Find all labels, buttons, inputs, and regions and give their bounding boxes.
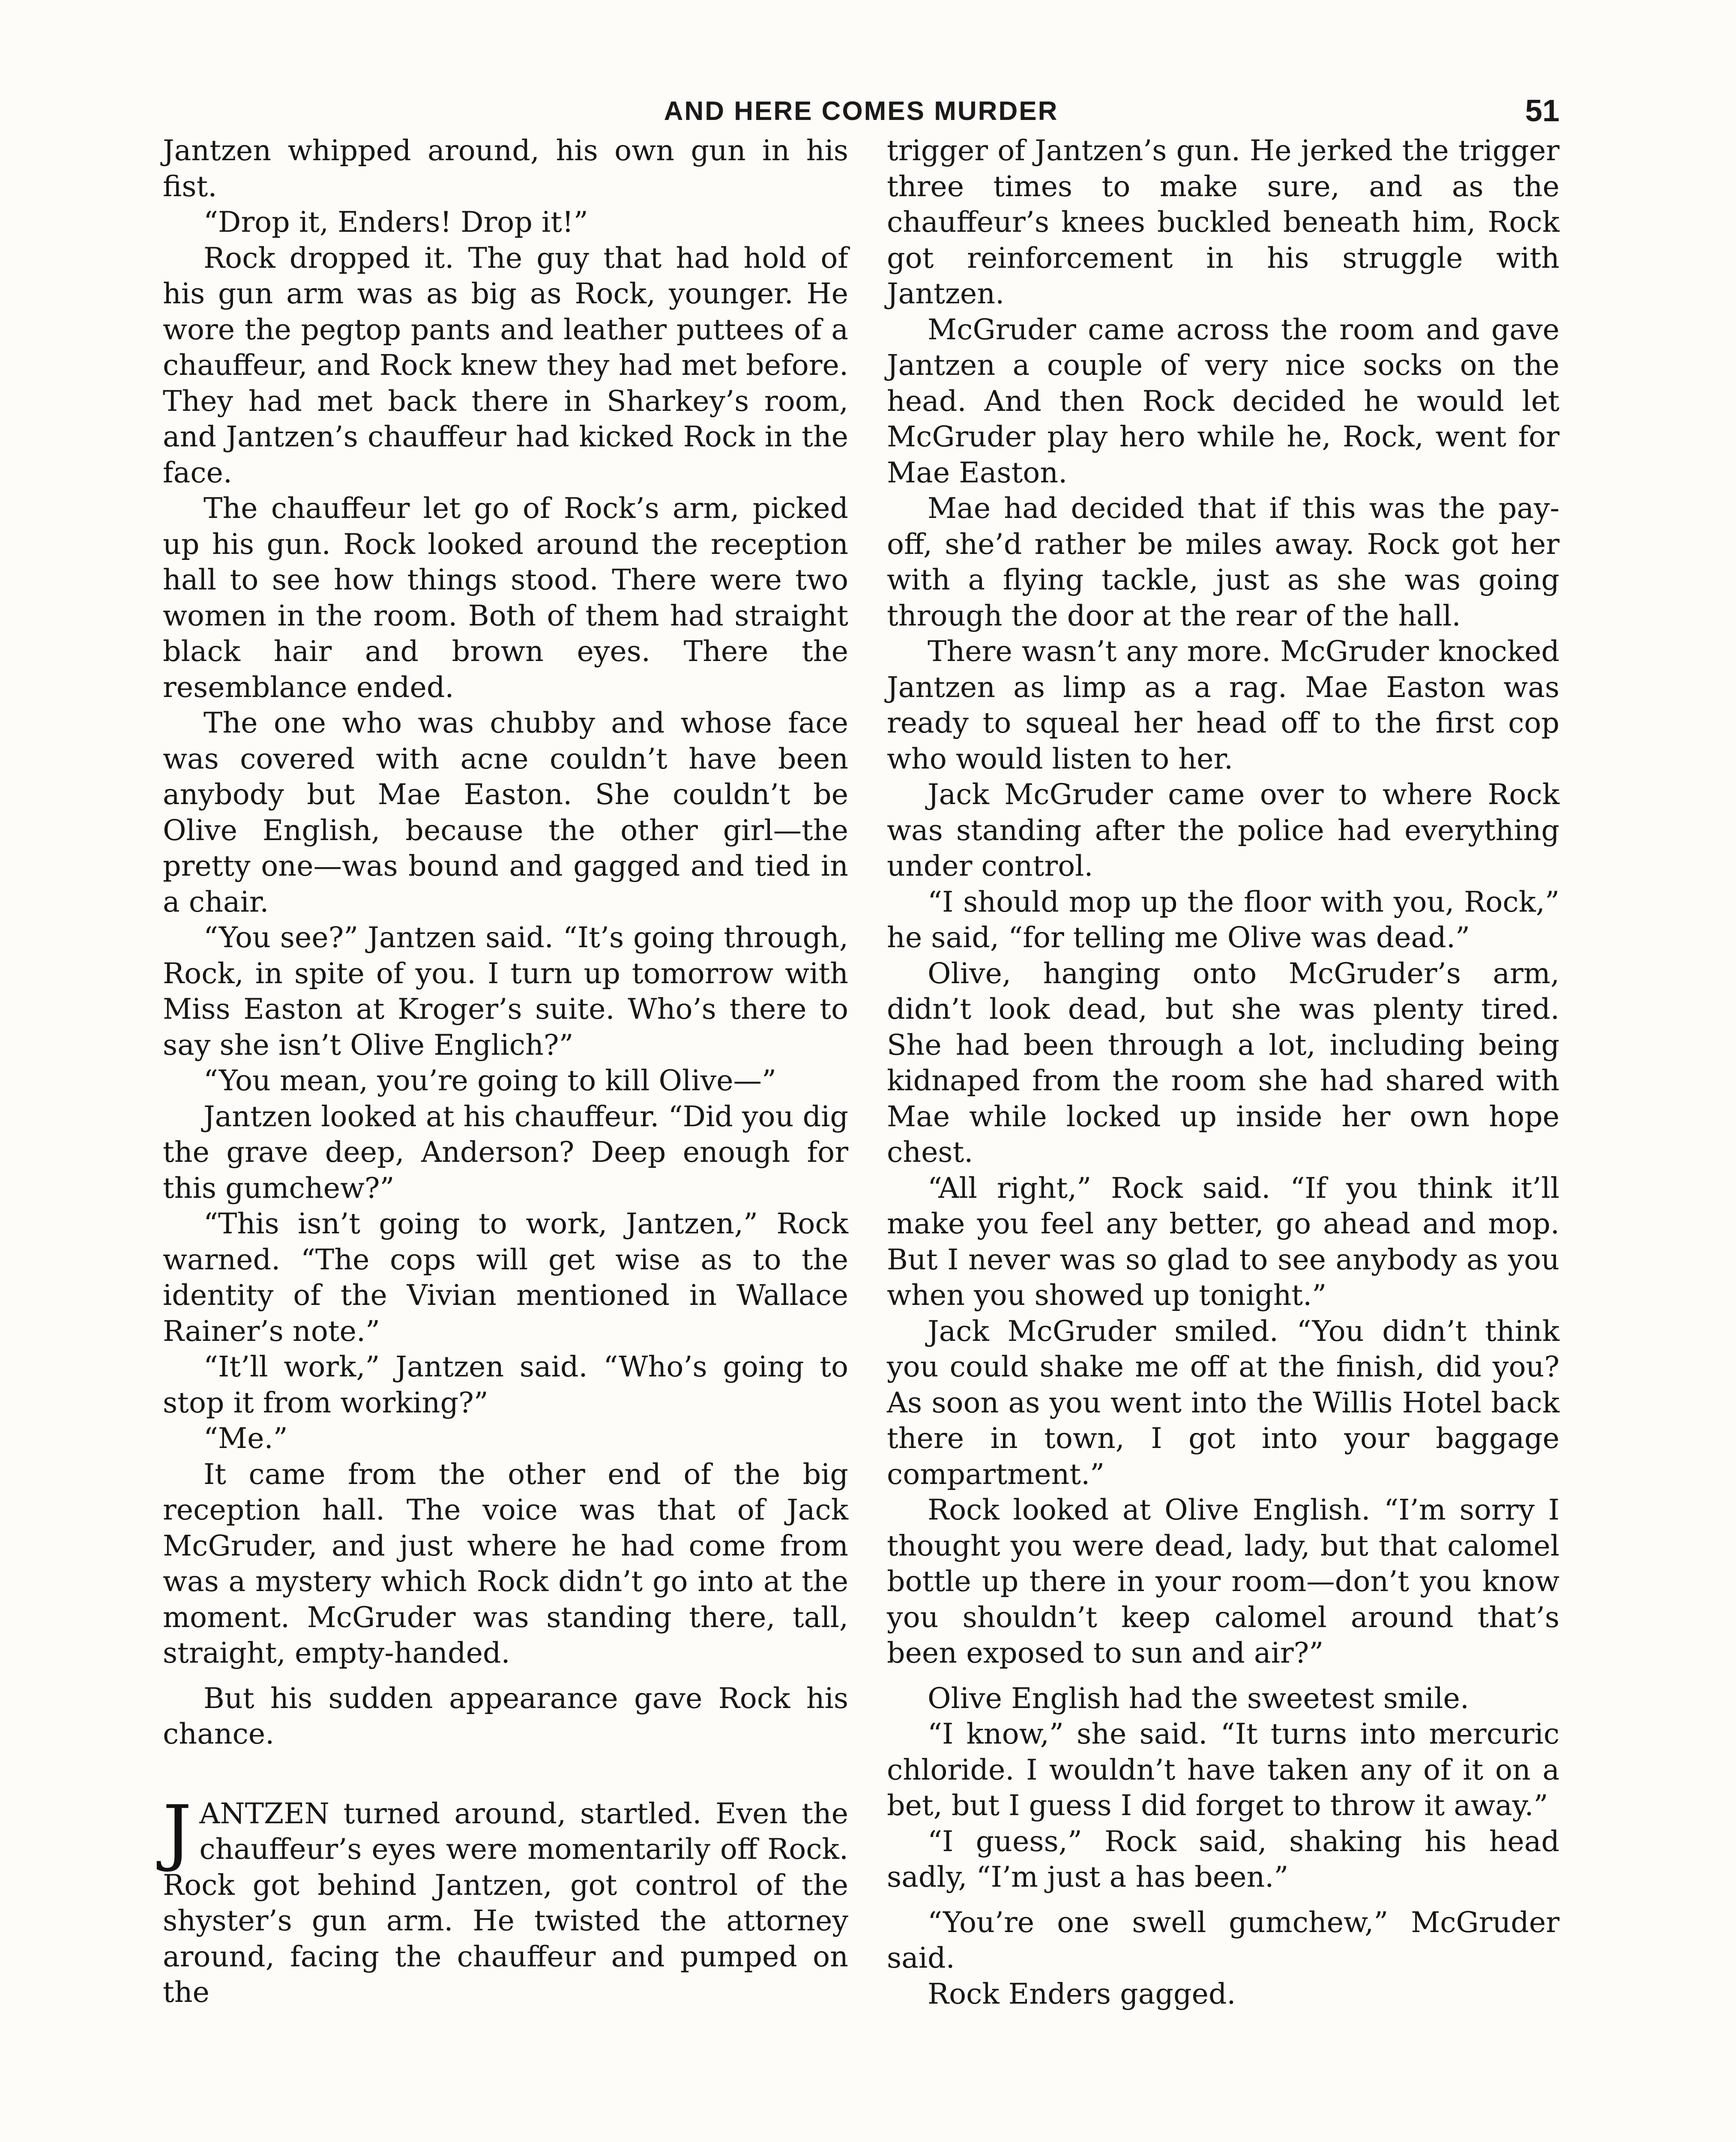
drop-cap: J (163, 1789, 192, 1874)
running-header (163, 90, 1559, 133)
paragraph: There wasn’t any more. McGruder knocked Jantzen as limp as a rag. Mae Easton was ready to squeal her head off to the first cop who would listen to her. (887, 634, 1559, 775)
paragraph: “It’ll work,” Jantzen said. “Who’s going to stop it from working?” (163, 1350, 848, 1419)
paragraph: It came from the other end of the big reception hall. The voice was that of Jack McGruder, and just where he had come from was a mystery which Rock didn’t go into at the moment. McGruder was standing there, tall, straight, empty-handed. (163, 1457, 848, 1669)
paragraph: Olive, hanging onto McGruder’s arm, didn’t look dead, but she was plenty tired. She had been through a lot, including being kidnaped from the room she had shared with Mae while locked up inside her own hope chest. (887, 956, 1559, 1169)
paragraph: “I should mop up the floor with you, Rock,” he said, “for telling me Olive was dead.” (887, 885, 1559, 954)
paragraph: Rock looked at Olive English. “I’m sorry I thought you were dead, lady, but that calomel bottle up there in your room—don’t you know you shouldn’t keep calomel around that’s been exposed to sun and air?” (887, 1493, 1559, 1669)
paragraph: “Drop it, Enders! Drop it!” (204, 205, 588, 239)
paragraph: Rock dropped it. The guy that had hold of his gun arm was as big as Rock, younger. He wore the pegtop pants and leather puttees of a chauffeur, and Rock knew they had met before. They had met back there in Sharkey’s room, and Jantzen’s chauffeur had kicked Rock in the face. (163, 241, 848, 489)
paragraph: “You’re one swell gumchew,” McGruder said. (887, 1905, 1559, 1974)
paragraph: “I know,” she said. “It turns into mercuric chloride. I wouldn’t have taken any of it on a bet, but I guess I did forget to throw it away.” (887, 1717, 1559, 1822)
paragraph: trigger of Jantzen’s gun. He jerked the trigger three times to make sure, and as the chauffeur’s knees buckled beneath him, Rock got reinforcement in his struggle with Jantzen. (887, 134, 1559, 310)
paragraph: Jack McGruder came over to where Rock was standing after the police had everything under control. (887, 778, 1559, 883)
paragraph: “This isn’t going to work, Jantzen,” Rock warned. “The cops will get wise as to the identity of the Vivian mentioned in Wallace Rainer’s note.” (163, 1207, 848, 1348)
paragraph: The one who was chubby and whose face was covered with acne couldn’t have been anybody but Mae Easton. She couldn’t be Olive English, because the other girl—the pretty one—was bound and gagged and tied in a chair. (163, 706, 848, 918)
page-number: 51 (1525, 94, 1559, 128)
right-text-column (887, 133, 1559, 2012)
paragraph: Olive English had the sweetest smile. (928, 1681, 1469, 1715)
paragraph: “You mean, you’re going to kill Olive—” (204, 1064, 777, 1097)
paragraph: The chauffeur let go of Rock’s arm, picked up his gun. Rock looked around the reception hall to see how things stood. There were two women in the room. Both of them had straight black hair and brown eyes. There the resemblance ended. (163, 491, 848, 704)
left-text-column (163, 133, 848, 2010)
paragraph: “You see?” Jantzen said. “It’s going through, Rock, in spite of you. I turn up tomorrow with Miss Easton at Kroger’s suite. Who’s there to say she isn’t Olive Englich?” (163, 921, 848, 1062)
paragraph: Rock Enders gagged. (928, 1977, 1236, 2010)
story-title: AND HERE COMES MURDER (664, 96, 1059, 126)
paragraph: “I guess,” Rock said, shaking his head sadly, “I’m just a has been.” (887, 1824, 1559, 1894)
paragraph: Jantzen looked at his chauffeur. “Did you dig the grave deep, Anderson? Deep enough for this gumchew?” (163, 1099, 848, 1205)
section-opening-paragraph (163, 1789, 848, 2010)
paragraph: “All right,” Rock said. “If you think it’ll make you feel any better, go ahead and mop. But I never was so glad to see anybody as you when you showed up tonight.” (887, 1171, 1559, 1312)
paragraph: Jack McGruder smiled. “You didn’t think you could shake me off at the finish, did you? As soon as you went into the Willis Hotel back there in town, I got into your baggage compartment.” (887, 1314, 1559, 1491)
paragraph: “Me.” (204, 1421, 288, 1455)
paragraph: Jantzen whipped around, his own gun in his fist. (163, 134, 848, 203)
section-opening-text: ANTZEN turned around, startled. Even the chauffeur’s eyes were momentarily off Rock. Rock got behind Jantzen, got control of the shyster’s gun arm. He twisted the attorney around, facing the chauffeur and pumped on the (163, 1796, 848, 2009)
paragraph: Mae had decided that if this was the pay-off, she’d rather be miles away. Rock got her with a flying tackle, just as she was going through the door at the rear of the hall. (887, 491, 1559, 632)
paragraph: McGruder came across the room and gave Jantzen a couple of very nice socks on the head. And then Rock decided he would let McGruder play hero while he, Rock, went for Mae Easton. (887, 312, 1559, 489)
paragraph: But his sudden appearance gave Rock his chance. (163, 1681, 848, 1750)
